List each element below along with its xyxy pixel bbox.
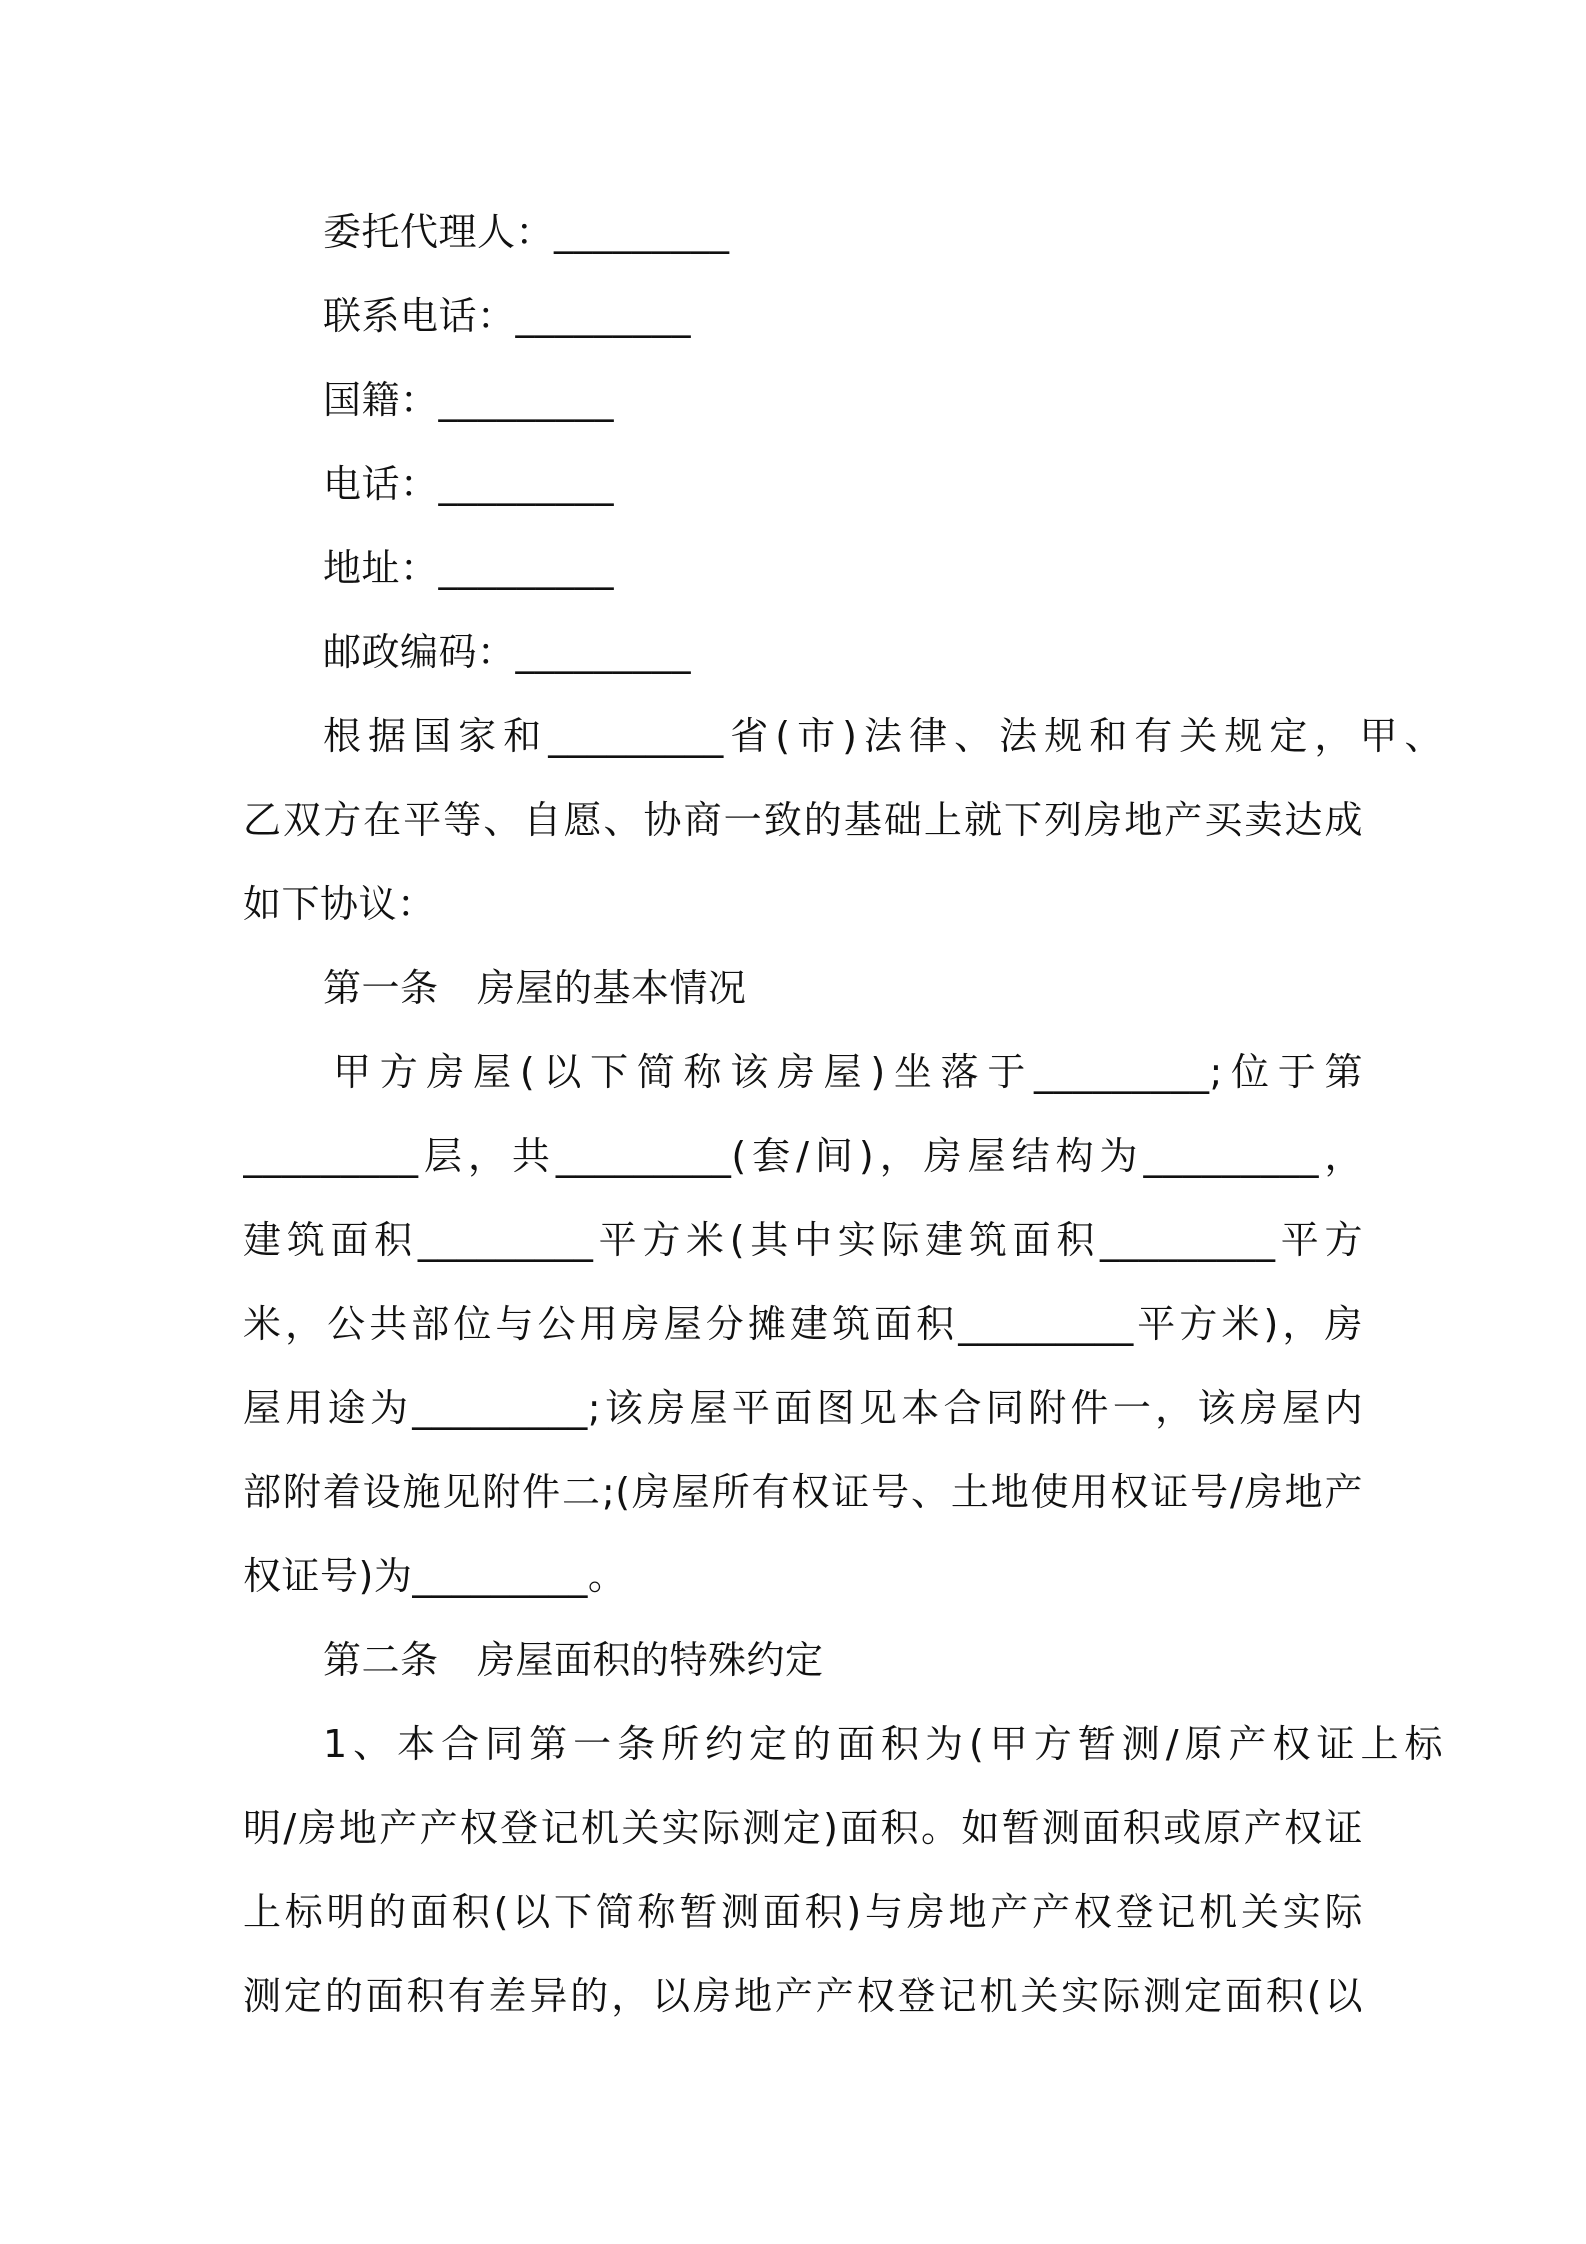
article-2-heading: 第二条 房屋面积的特殊约定 <box>323 1638 824 1682</box>
address-field: 地址：_________ <box>323 546 615 590</box>
article-2-line-3: 上标明的面积(以下简称暂测面积)与房地产产权登记机关实际 <box>243 1890 1363 1934</box>
preamble-line-3: 如下协议： <box>243 882 436 926</box>
postal-code-field: 邮政编码：_________ <box>323 630 692 674</box>
contact-phone-field: 联系电话：_________ <box>323 294 692 338</box>
article-2-line-4: 测定的面积有差异的，以房地产产权登记机关实际测定面积(以 <box>243 1974 1363 2018</box>
article-1-line-7: 权证号)为_________。 <box>243 1554 627 1598</box>
article-1-line-5: 屋用途为_________;该房屋平面图见本合同附件一，该房屋内 <box>243 1386 1363 1430</box>
phone-field: 电话：_________ <box>323 462 615 506</box>
article-1-heading: 第一条 房屋的基本情况 <box>323 966 747 1010</box>
article-1-line-2: _________层，共_________(套/间)，房屋结构为_________， <box>243 1134 1363 1178</box>
agent-field: 委托代理人：_________ <box>323 210 730 254</box>
article-1-line-4: 米，公共部位与公用房屋分摊建筑面积_________平方米)，房 <box>243 1302 1363 1346</box>
article-1-line-1: 甲方房屋(以下简称该房屋)坐落于_________;位于第 <box>333 1050 1363 1094</box>
document-body <box>243 190 1443 2038</box>
preamble-line-1: 根据国家和_________省(市)法律、法规和有关规定，甲、 <box>323 714 1443 758</box>
article-1-line-6: 部附着设施见附件二;(房屋所有权证号、土地使用权证号/房地产 <box>243 1470 1363 1514</box>
nationality-field: 国籍：_________ <box>323 378 615 422</box>
article-1-line-3: 建筑面积_________平方米(其中实际建筑面积_________平方 <box>243 1218 1363 1262</box>
article-2-line-1: 1、本合同第一条所约定的面积为(甲方暂测/原产权证上标 <box>323 1722 1443 1766</box>
article-2-line-2: 明/房地产产权登记机关实际测定)面积。如暂测面积或原产权证 <box>243 1806 1363 1850</box>
preamble-line-2: 乙双方在平等、自愿、协商一致的基础上就下列房地产买卖达成 <box>243 798 1363 842</box>
